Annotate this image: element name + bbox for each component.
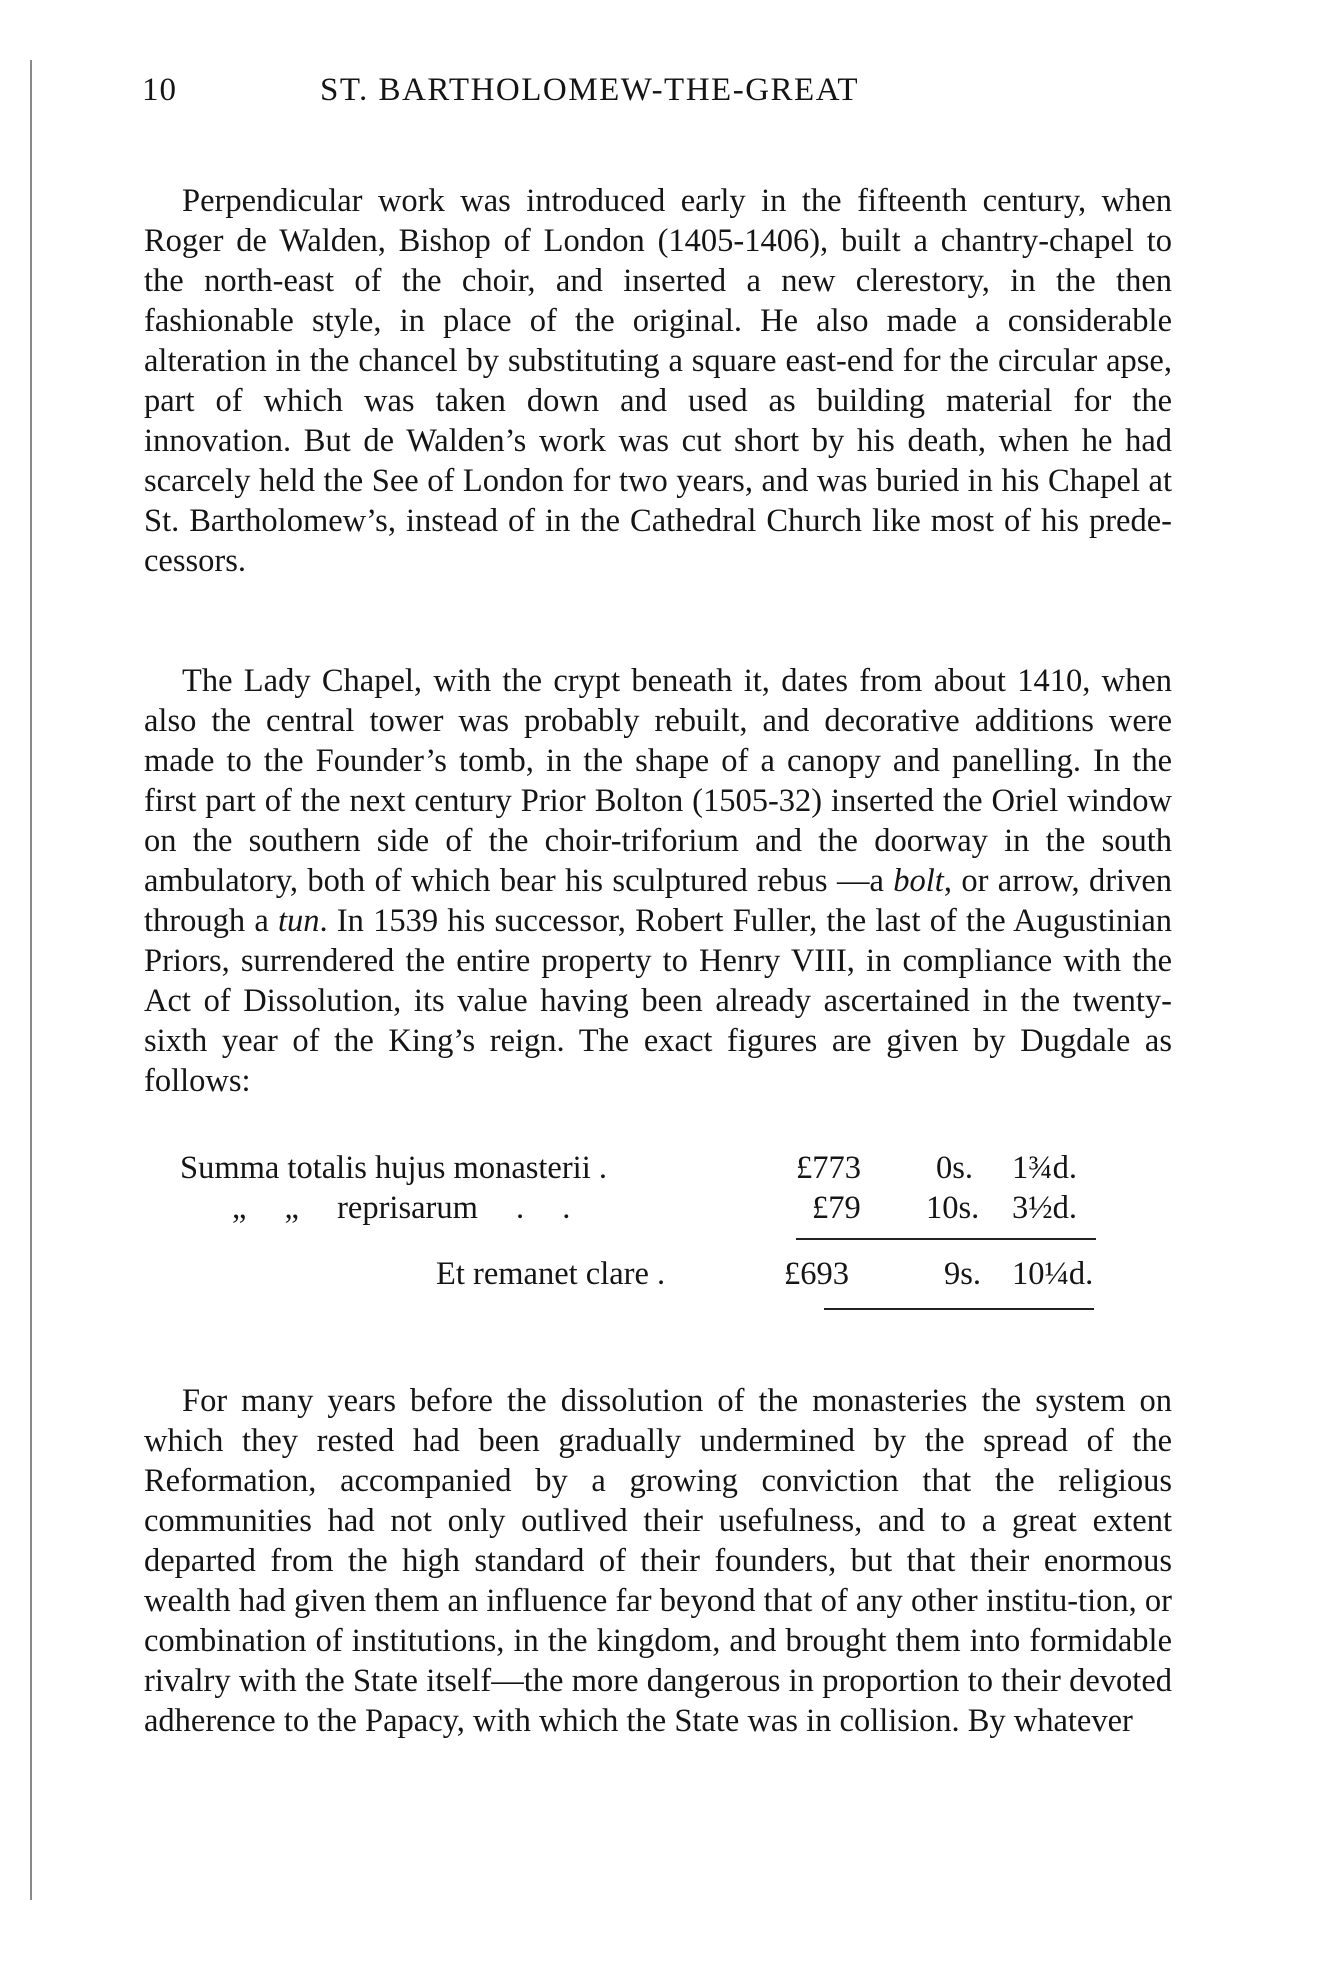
sum-rule bbox=[796, 1238, 1096, 1240]
figures-row-reprisarum bbox=[144, 1188, 1172, 1228]
total-rule bbox=[824, 1308, 1094, 1310]
figures-pounds: £79 bbox=[812, 1190, 861, 1226]
page-edge-line bbox=[30, 60, 32, 1900]
figures-label: Et remanet clare . bbox=[436, 1256, 666, 1292]
figures-pounds: £693 bbox=[784, 1256, 849, 1292]
figures-pence: 1¾d. bbox=[1012, 1150, 1077, 1186]
figures-label: „ „ reprisarum . . bbox=[232, 1190, 571, 1226]
figures-pounds: £773 bbox=[796, 1150, 861, 1186]
dugdale-figures-table bbox=[144, 1148, 1172, 1328]
figures-shillings: 0s. bbox=[936, 1150, 974, 1186]
paragraph-dissolution: For many years before the dissolution of the monasteries the system on which they rested had been gradually undermined by the spread of the Reformation, accompanied by a growing conviction that the religious communities had not only outlived their usefulness, and to a great extent departed from the high standard of their founders, but that their enormous wealth had given them an influence far beyond that of any other institu-tion, or combination of institutions, in the kingdom, and brought them into formidable rivalry with the State itself—the more dangerous in proportion to their devoted adherence to the Papacy, with which the State was in collision. By whatever bbox=[144, 1382, 1172, 1739]
paragraph-text: The Lady Chapel, with the crypt beneath it, dates from about 1410, when also the central tower was probably rebuilt, and decorative additions were made to the Founder’s tomb, in the shape of a canopy and panelling. In the first part of the next century Prior Bolton (1505-32) inserted the Oriel window on the southern side of the choir-triforium and the doorway in the south ambulatory, both of which bear his sculptured rebus —a bbox=[144, 662, 1172, 899]
italic-tun: tun bbox=[277, 902, 320, 939]
figures-label: Summa totalis hujus monasterii . bbox=[180, 1150, 607, 1186]
figures-pence: 3½d. bbox=[1012, 1190, 1077, 1226]
paragraph-text: . In 1539 his successor, Robert Fuller, the last of the Augustinian Priors, surrendered the entire property to Henry VIII, in compliance with the Act of Dissolution, its value having been already ascertained in the twenty-sixth year of the King’s reign. The exact figures are given by Dugdale as follows: bbox=[144, 902, 1172, 1099]
paragraph-perpendicular-work: Perpendicular work was introduced early in the fifteenth century, when Roger de Walden, Bishop of London (1405-1406), built a chantry-chapel to the north-east of the choir, and inserted a new clerestory, in the then fashionable style, in place of the original. He also made a considerable alteration in the chancel by substituting a square east-end for the circular apse, part of which was taken down and used as building material for the innovation. But de Walden’s work was cut short by his death, when he had scarcely held the See of London for two years, and was buried in his Chapel at St. Bartholomew’s, instead of in the Cathedral Church like most of his prede-cessors. bbox=[144, 182, 1172, 579]
figures-row-monastery bbox=[144, 1148, 1172, 1188]
page-header bbox=[142, 72, 1172, 116]
paragraph-lady-chapel bbox=[144, 661, 1172, 1101]
figures-shillings: 10s. bbox=[926, 1190, 980, 1226]
figures-shillings: 9s. bbox=[944, 1256, 982, 1292]
figures-pence: 10¼d. bbox=[1012, 1256, 1094, 1292]
italic-bolt: bolt bbox=[893, 862, 944, 899]
running-head: ST. BARTHOLOMEW-THE-GREAT bbox=[320, 72, 860, 108]
figures-row-total bbox=[144, 1254, 1172, 1294]
page-number: 10 bbox=[142, 72, 177, 108]
paragraph-text: , or arrow, driven through a bbox=[144, 862, 1172, 939]
